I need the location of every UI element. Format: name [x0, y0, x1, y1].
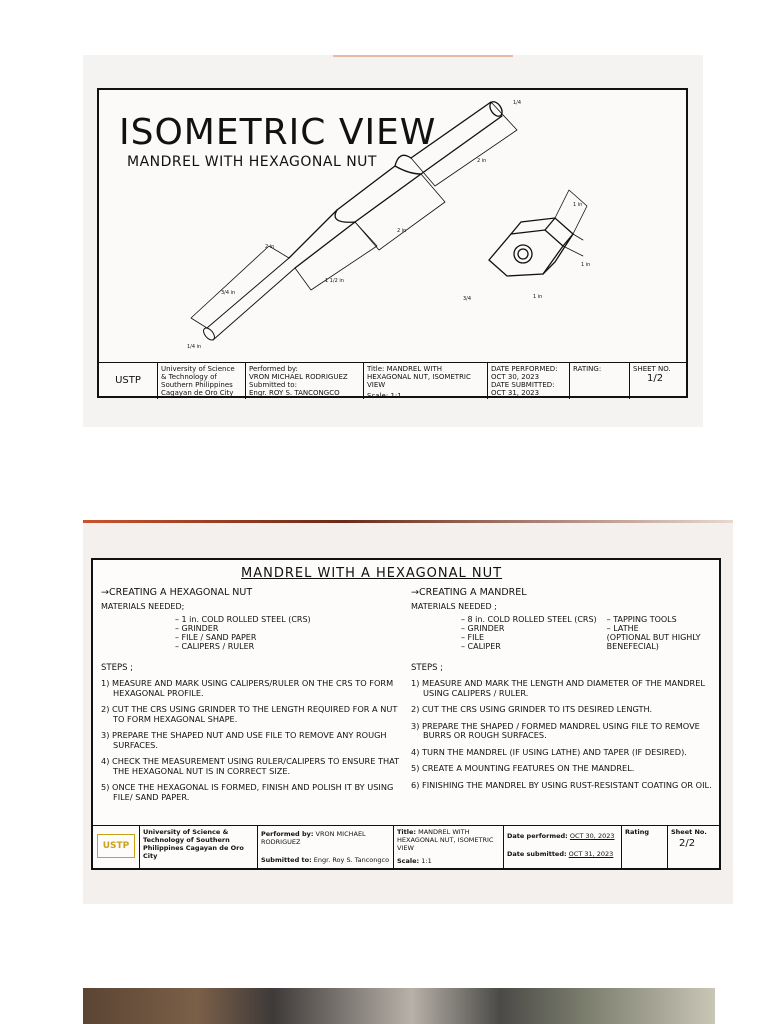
tb1-university: University of Science & Technology of Southern Philippines Cagayan de Oro City: [157, 363, 245, 399]
left-materials-list: [175, 615, 401, 651]
right-materials-wrap: [411, 615, 713, 651]
tb1-people: [245, 363, 363, 399]
hex-nut-procedure: [101, 588, 401, 809]
tb2-people: [257, 826, 393, 869]
tb1-date-performed: OCT 30, 2023: [491, 373, 540, 381]
tb2-logo-cell: [93, 826, 139, 869]
mandrel-isometric-drawing: [99, 90, 686, 362]
list-item: – FILE: [461, 633, 485, 642]
tb1-rating-label: RATING:: [569, 363, 629, 399]
right-step: 3) PREPARE THE SHAPED / FORMED MANDREL USING FILE TO REMOVE BURRS OR ROUGH SURFACES.: [411, 720, 700, 740]
tb1-date-performed-label: DATE PERFORMED:: [491, 365, 558, 373]
procedure-sheet: [91, 558, 721, 870]
hexagonal-nut: [489, 218, 573, 276]
tb1-performed-by: VRON MICHAEL RODRIGUEZ: [249, 373, 348, 381]
right-materials-extra: [607, 615, 707, 651]
tb1-sheet-num: 1: [647, 373, 654, 384]
left-step: 1) MEASURE AND MARK USING CALIPERS/RULER ON THE CRS TO FORM HEXAGONAL PROFILE.: [101, 678, 394, 698]
tb1-sheet-total: 2: [656, 373, 664, 384]
ustp-logo: USTP: [97, 834, 135, 858]
sheet2-heading: MANDREL WITH A HEXAGONAL NUT: [241, 566, 503, 581]
tb1-date-submitted: OCT 31, 2023: [491, 389, 540, 397]
tb2-title-cell: [393, 826, 503, 869]
sheet1-subtitle: MANDREL WITH HEXAGONAL NUT: [127, 154, 377, 170]
sheet1-title-block: [99, 362, 686, 399]
sheet2-title-block: [93, 825, 719, 869]
right-step: 2) CUT THE CRS USING GRINDER TO ITS DESIRED LENGTH.: [411, 704, 653, 714]
tb2-dates: [503, 826, 621, 869]
list-item: – LATHE: [606, 624, 639, 633]
dim-label-4: 1 1/2 in: [325, 278, 344, 284]
tb2-performed-label: Performed by:: [261, 830, 314, 838]
photo-edge: [333, 55, 513, 57]
dim-label-10: 3/4: [463, 296, 472, 302]
dim-label-11: 1 in: [581, 262, 591, 268]
dim-label-8: 1 in: [573, 202, 583, 208]
tb2-sheet-label: Sheet No.: [671, 828, 707, 836]
right-materials-label: MATERIALS NEEDED ;: [411, 602, 497, 611]
left-steps-label: STEPS ;: [101, 663, 134, 673]
tb2-scale-value: 1:1: [421, 857, 432, 865]
tb2-date-submitted-label: Date submitted:: [507, 850, 567, 858]
mandrel-threads: [201, 258, 295, 342]
right-section-title: →CREATING A MANDREL: [411, 587, 527, 598]
dim-label-5: 3/4 in: [221, 290, 236, 296]
tb2-title-label: Title:: [397, 828, 417, 836]
tb2-university: University of Science & Technology of Southern Philippines Cagayan de Oro City: [139, 826, 257, 869]
tb2-scale-label: Scale:: [397, 857, 420, 865]
dim-label-7: 2 in: [265, 244, 275, 250]
list-item: – TAPPING TOOLS: [606, 615, 677, 624]
photo-top-edge: [83, 520, 733, 523]
sheet1-title: ISOMETRIC VIEW: [119, 112, 437, 153]
tb1-dates: [487, 363, 569, 399]
dim-label-1: 1/4: [513, 100, 522, 106]
dim-label-3: 2 in: [397, 228, 407, 234]
tb1-sheet-cell: SHEET NO. 1/2: [629, 363, 686, 399]
tb2-title-value: MANDREL WITH HEXAGONAL NUT, ISOMETRIC VIEW: [397, 828, 494, 852]
list-item: – GRINDER: [175, 624, 219, 633]
dim-label-6: 1/4 in: [187, 344, 202, 350]
left-step: 5) ONCE THE HEXAGONAL IS FORMED, FINISH AND POLISH IT BY USING FILE/ SAND PAPER.: [101, 782, 394, 802]
tb1-performed-label: Performed by:: [249, 365, 298, 373]
tb2-submitted-to: Engr. Roy S. Tancongco: [313, 856, 390, 864]
list-item: – 8 in. COLD ROLLED STEEL (CRS): [461, 615, 597, 624]
right-materials-list: [461, 615, 597, 651]
tb2-performed-by: VRON MICHAEL RODRIGUEZ: [261, 830, 366, 846]
tb2-date-performed: OCT 30, 2023: [569, 832, 615, 840]
left-step: 3) PREPARE THE SHAPED NUT AND USE FILE TO REMOVE ANY ROUGH SURFACES.: [101, 730, 387, 750]
tb1-title-value: MANDREL WITH HEXAGONAL NUT, ISOMETRIC VIEW: [367, 365, 471, 389]
tb2-date-performed-label: Date performed:: [507, 832, 568, 840]
list-item: – 1 in. COLD ROLLED STEEL (CRS): [175, 615, 311, 624]
tb1-date-submitted-label: DATE SUBMITTED:: [491, 381, 555, 389]
isometric-drawing-sheet: [97, 88, 688, 398]
dim-label-9: 1 in: [533, 294, 543, 300]
tb2-submitted-label: Submitted to:: [261, 856, 312, 864]
dimension-lines: [191, 102, 587, 328]
right-step: 1) MEASURE AND MARK THE LENGTH AND DIAMETER OF THE MANDREL USING CALIPERS / RULER.: [411, 678, 705, 698]
mandrel-taper: [289, 155, 421, 268]
tb2-date-submitted: OCT 31, 2023: [568, 850, 614, 858]
tb2-sheet-total: 2: [688, 838, 696, 849]
right-step: 6) FINISHING THE MANDREL BY USING RUST-RESISTANT COATING OR OIL.: [411, 779, 712, 790]
list-item: – CALIPERS / RULER: [175, 642, 255, 651]
left-materials-label: MATERIALS NEEDED;: [101, 602, 185, 611]
left-section-title: →CREATING A HEXAGONAL NUT: [101, 587, 253, 598]
tb2-sheet-num: 2: [679, 838, 686, 849]
right-steps-label: STEPS ;: [411, 663, 444, 673]
tb1-submitted-to: Engr. ROY S. TANCONGCO: [249, 389, 340, 397]
left-step: 4) CHECK THE MEASUREMENT USING RULER/CALIPERS TO ENSURE THAT THE HEXAGONAL NUT IS IN CORRECT SIZE.: [101, 756, 400, 776]
tb1-title-cell: [363, 363, 487, 399]
tb1-title-label: Title:: [367, 365, 385, 373]
tb1-org: USTP: [115, 375, 141, 386]
mandrel-shaft: [411, 100, 505, 174]
left-step: 2) CUT THE CRS USING GRINDER TO THE LENGTH REQUIRED FOR A NUT TO FORM HEXAGONAL SHAPE.: [101, 704, 398, 724]
right-step: 4) TURN THE MANDREL (IF USING LATHE) AND TAPER (IF DESIRED).: [411, 746, 687, 757]
tb2-rating-label: Rating: [621, 826, 667, 869]
right-step: 5) CREATE A MOUNTING FEATURES ON THE MANDREL.: [411, 763, 635, 773]
dimension-labels: [187, 100, 590, 350]
tb2-sheet-cell: Sheet No. 2/2: [667, 826, 719, 869]
classroom-photo: [83, 988, 715, 1024]
list-item: – GRINDER: [461, 624, 505, 633]
list-item: – FILE / SAND PAPER: [175, 633, 257, 642]
dim-label-2: 2 in: [477, 158, 487, 164]
tb1-sheet-label: SHEET NO.: [633, 365, 671, 373]
tb1-scale-label: Scale:: [367, 392, 389, 399]
list-item: – CALIPER: [461, 642, 501, 651]
list-item: (OPTIONAL BUT HIGHLY BENEFECIAL): [606, 633, 701, 651]
tb1-submitted-label: Submitted to:: [249, 381, 297, 389]
mandrel-procedure: [411, 588, 713, 797]
tb1-scale-value: 1:1: [390, 392, 402, 399]
